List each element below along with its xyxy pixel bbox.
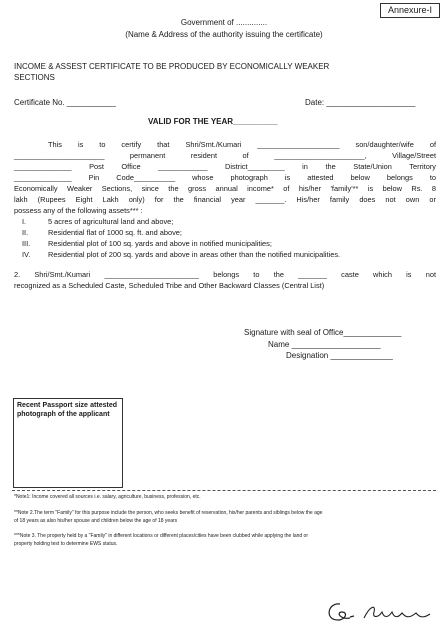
asset-text: Residential flat of 1000 sq. ft. and above;: [48, 228, 182, 237]
body-line-3: ______________ Post Office ____________ District_________ in the State/Union Territory: [14, 162, 436, 171]
asset-text: Residential plot of 100 sq. yards and above in notified municipalities;: [48, 239, 272, 248]
certificate-date: Date: ____________________: [305, 98, 416, 107]
asset-number: II.: [22, 228, 29, 237]
government-line: Government of ..............: [180, 18, 268, 27]
note-1: *Note1: Income covered all sources i.e. salary, agriculture, business, profession, etc.: [14, 494, 201, 500]
notes-divider: [12, 490, 436, 491]
handwritten-signature-icon: [320, 596, 440, 630]
annexure-label: Annexure-I: [380, 3, 440, 18]
body-line-4: ______________ Pin Code__________ whose photograph is attested below belongs to: [14, 173, 436, 182]
authority-line: (Name & Address of the authority issuing the certificate): [125, 30, 323, 39]
asset-number: I.: [22, 217, 27, 226]
asset-text: Residential plot of 200 sq. yards and above in areas other than the notified municipalities.: [48, 250, 341, 259]
body-line-6: lakh (Rupees Eight Lakh only) for the financial year _______. His/her family does not own or: [14, 195, 436, 204]
photo-box-label: Recent Passport size attested photograph of the applicant: [17, 402, 117, 418]
note-3-line-2: property holding test to determine EWS status.: [14, 541, 118, 547]
photo-box: [13, 398, 123, 488]
body-line-7: possess any of the following assets*** :: [14, 206, 143, 215]
signature-name-line: Name ____________________: [268, 340, 381, 349]
body-line-1: This is to certify that Shri/Smt./Kumari ____________________ son/daughter/wife of: [48, 140, 436, 149]
certificate-number: Certificate No. ___________: [14, 98, 116, 107]
paragraph-2-line-2: recognized as a Scheduled Caste, Scheduled Tribe and Other Backward Classes (Central List): [14, 281, 325, 290]
asset-number: IV.: [22, 250, 31, 259]
body-line-2: ______________________ permanent resident of ______________________, Village/Street: [14, 151, 436, 160]
body-line-5: Economically Weaker Sections, since the gross annual income* of his/her 'family'** is below Rs. 8: [14, 184, 436, 193]
heading-line-1: INCOME & ASSEST CERTIFICATE TO BE PRODUCED BY ECONOMICALLY WEAKER: [14, 62, 330, 71]
asset-text: 5 acres of agricultural land and above;: [48, 217, 174, 226]
asset-number: III.: [22, 239, 31, 248]
note-2-line-1: **Note 2.The term "Family" for this purpose include the person, who seeks benefit of reservation, his/her parents and siblings below the age: [14, 510, 323, 516]
heading-line-2: SECTIONS: [14, 73, 55, 82]
paragraph-2-line-1: 2. Shri/Smt./Kumari _______________________ belongs to the _______ caste which is not: [14, 270, 436, 279]
valid-for-year: VALID FOR THE YEAR__________: [148, 117, 278, 126]
signature-designation-line: Designation ______________: [286, 351, 393, 360]
note-3-line-1: ***Note 3. The property held by a "Family" in different locations or different places/cities have been clubbed while applying the land or: [14, 533, 309, 539]
signature-seal-line: Signature with seal of Office_____________: [244, 328, 402, 337]
note-2-line-2: of 18 years as also his/her spouse and children below the age of 18 years: [14, 518, 178, 524]
